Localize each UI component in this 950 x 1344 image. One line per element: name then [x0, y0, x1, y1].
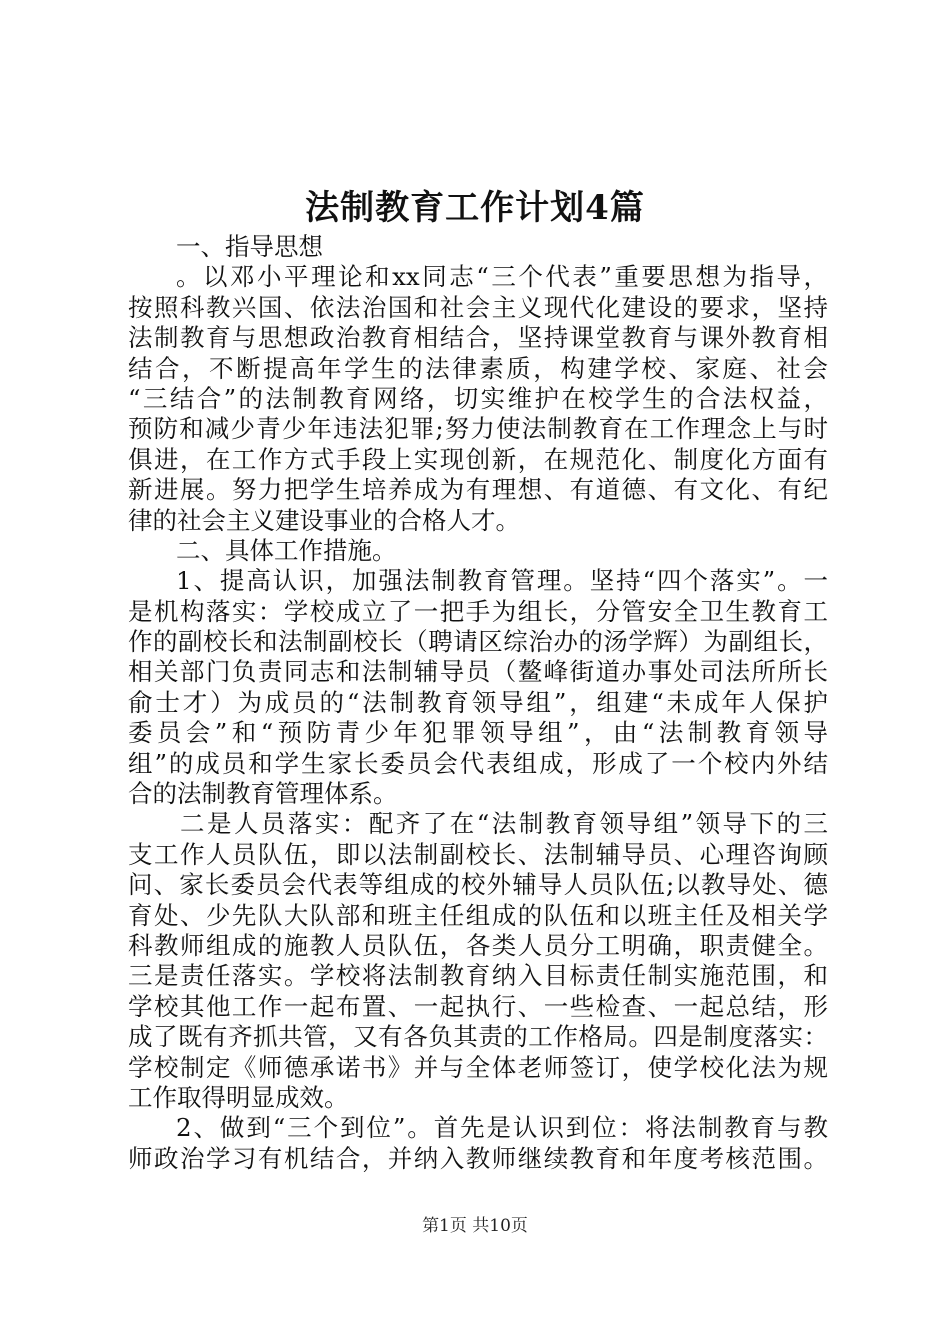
page-footer: 第1页 共10页 — [422, 1216, 528, 1236]
text-line: 结合，不断提高年学生的法律素质，构建学校、家庭、社会 — [128, 353, 828, 383]
text-line: 科教师组成的施教人员队伍，各类人员分工明确，职责健全。 — [128, 930, 828, 960]
text-line: 俞士才）为成员的“法制教育领导组”，组建“未成年人保护 — [128, 687, 828, 717]
text-line: 问、家长委员会代表等组成的校外辅导人员队伍;以教导处、德 — [128, 870, 828, 900]
text-line: 二是人员落实：配齐了在“法制教育领导组”领导下的三 — [180, 809, 828, 839]
document-body — [128, 232, 828, 1174]
text-line: 按照科教兴国、依法治国和社会主义现代化建设的要求，坚持 — [128, 292, 828, 322]
text-line: 2、做到“三个到位”。首先是认识到位：将法制教育与教 — [176, 1113, 828, 1143]
text-line: 是机构落实：学校成立了一把手为组长，分管安全卫生教育工 — [128, 596, 828, 626]
text-line: 合的法制教育管理体系。 — [128, 779, 398, 809]
text-line: 预防和减少青少年违法犯罪;努力使法制教育在工作理念上与时 — [128, 414, 828, 444]
text-line: 俱进，在工作方式手段上实现创新，在规范化、制度化方面有 — [128, 444, 828, 474]
text-line: 新进展。努力把学生培养成为有理想、有道德、有文化、有纪 — [128, 475, 828, 505]
text-line: 工作取得明显成效。 — [128, 1082, 349, 1112]
text-line: 相关部门负责同志和法制辅导员（鳌峰街道办事处司法所所长 — [128, 657, 828, 687]
text-line: 育处、少先队大队部和班主任组成的队伍和以班主任及相关学 — [128, 900, 828, 930]
text-line: 支工作人员队伍，即以法制副校长、法制辅导员、心理咨询顾 — [128, 839, 828, 869]
text-line: 律的社会主义建设事业的合格人才。 — [128, 505, 520, 535]
text-line: 成了既有齐抓共管，又有各负其责的工作格局。四是制度落实： — [128, 1022, 828, 1052]
text-line: “三结合”的法制教育网络，切实维护在校学生的合法权益， — [128, 383, 828, 413]
text-line: 一、指导思想 — [176, 232, 323, 261]
text-line: 作的副校长和法制副校长（聘请区综治办的汤学辉）为副组长， — [128, 627, 828, 657]
text-line: 学校制定《师德承诺书》并与全体老师签订，使学校化法为规 — [128, 1052, 828, 1082]
text-line: 1、提高认识，加强法制教育管理。坚持“四个落实”。一 — [176, 566, 828, 596]
text-line: 委员会”和“预防青少年犯罪领导组”，由“法制教育领导 — [128, 718, 828, 748]
text-line: 师政治学习有机结合，并纳入教师继续教育和年度考核范围。 — [128, 1143, 828, 1173]
text-line: 学校其他工作一起布置、一起执行、一些检查、一起总结，形 — [128, 991, 828, 1021]
text-line: 三是责任落实。学校将法制教育纳入目标责任制实施范围，和 — [128, 961, 828, 991]
text-line: 。以邓小平理论和xx同志“三个代表”重要思想为指导， — [176, 262, 828, 292]
document-title: 法制教育工作计划4篇 — [305, 188, 645, 228]
text-line: 组”的成员和学生家长委员会代表组成，形成了一个校内外结 — [128, 748, 828, 778]
text-line: 二、具体工作措施。 — [176, 535, 397, 565]
text-line: 法制教育与思想政治教育相结合，坚持课堂教育与课外教育相 — [128, 323, 828, 353]
